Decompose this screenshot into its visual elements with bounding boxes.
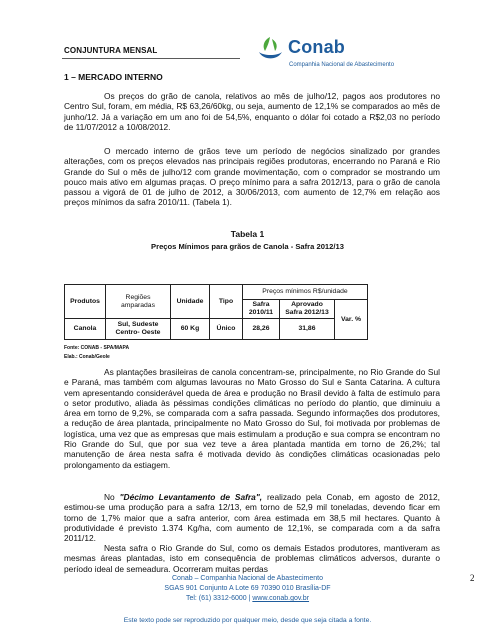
th-var: Var. %: [335, 300, 368, 340]
footer-disclaimer: Este texto pode ser reproduzido por qualquer meio, desde que seja citada a fonte.: [123, 617, 372, 624]
header-divider: [62, 58, 240, 59]
conab-logo-icon: [255, 34, 285, 64]
paragraph-1: Os preços do grão de canola, relativos ao mês de julho/12, pagos aos produtores no Centro Sul, foram, em média, R$ 63,26/60kg, ou seja, aumento de 12,1% se comparados ao mês de junho/12. Já a variação em um ano foi de 54,5%, enquanto o dólar foi cotado a R$2,03 no período de 11/07/2012 a 10/08/2012.: [64, 91, 440, 132]
table-source: Fonte: CONAB - SPA/MAPA: [64, 345, 130, 351]
th-aprovado: Aprovado Safra 2012/13: [280, 300, 335, 319]
td-tipo: Único: [210, 319, 243, 340]
paragraph-4-prefix: No: [104, 492, 120, 502]
section-title: 1 – MERCADO INTERNO: [64, 72, 163, 82]
paragraph-4-rest: realizado pela Conab, em agosto de 2012, estimou-se uma produção para a safra 12/13, em torno de 52,9 mil toneladas, devendo ficar em torno de 1,7% maior que a safra anterior, com área estimada em 38,5 mil hectares. Quanto à produtividade é previsto 1.374 Kg/ha, com aumento de 12,1%, se comparada com a da safra 2011/12.: [64, 492, 440, 544]
footer-company: Conab – Companhia Nacional de Abastecimento: [172, 575, 323, 582]
td-regioes: Sul, Sudeste Centro- Oeste: [106, 319, 171, 340]
table-subcaption: Preços Mínimos para grãos de Canola - Safra 2012/13: [151, 242, 344, 251]
footer-contact: [0, 595, 495, 602]
th-unidade: Unidade: [171, 285, 210, 319]
th-produtos: Produtos: [65, 285, 106, 319]
td-safra: 28,26: [243, 319, 280, 340]
footer-website-link[interactable]: www.conab.gov.br: [252, 595, 310, 602]
footer-phone: Tel: (61) 3312-6000 |: [185, 595, 253, 602]
td-aprovado: 31,86: [280, 319, 335, 340]
td-unidade: 60 Kg: [171, 319, 210, 340]
table-elab: Elab.: Conab/Geole: [64, 354, 110, 360]
header-section-label: CONJUNTURA MENSAL: [64, 46, 158, 55]
th-tipo: Tipo: [210, 285, 243, 319]
paragraph-3: As plantações brasileiras de canola concentram-se, principalmente, no Rio Grande do Sul e Paraná, mas também com algumas lavouras no Mato Grosso do Sul e Santa Catarina. A cultura vem apresentando considerável queda de área e produção no Brasil devido à falta de estímulo para o setor produtivo, aliada às péssimas condições climáticas no período do plantio, que diminuiu a área em torno de 9,2%, se comparada com a safra passada. Segundo informações dos produtores, a redução de área plantada, principalmente no Mato Grosso do Sul, foi motivada por problemas de logística, uma vez que as empresas que mais estimulam a produção e sua compra se encontram no Rio Grande do Sul, que por sua vez teve a área plantada mantida em torno de 26,2%; tal manutenção de área nesta safra é motivada devido às condições climáticas ocasionadas pelo prolongamento da estiagem.: [64, 367, 440, 470]
paragraph-4-emphasis: "Décimo Levantamento de Safra",: [119, 492, 263, 502]
footer-address: SGAS 901 Conjunto A Lote 69 70390 010 Brasília-DF: [164, 585, 331, 592]
conab-logo: [255, 32, 455, 76]
th-regioes: Regiões amparadas: [106, 285, 171, 319]
table-caption: Tabela 1: [230, 229, 265, 239]
paragraph-4: [64, 492, 440, 543]
logo-name: Conab: [288, 37, 345, 57]
td-produto: Canola: [65, 319, 106, 340]
logo-subtitle: Companhia Nacional de Abastecimento: [289, 62, 395, 68]
th-precos: Preços mínimos R$/unidade: [243, 285, 368, 300]
paragraph-5: Nesta safra o Rio Grande do Sul, como os demais Estados produtores, mantiveram as mesmas áreas plantadas, isto em consequência de problemas climáticos adversos, durante o período ideal de semeadura. Ocorreram muitas perdas: [64, 543, 440, 574]
prices-table: [64, 284, 368, 340]
th-safra: Safra 2010/11: [243, 300, 280, 319]
page-number: 2: [470, 573, 475, 583]
paragraph-2: O mercado interno de grãos teve um período de negócios sinalizado por grandes alterações, com os preços elevados nas principais regiões produtoras, encerrando no Paraná e Rio Grande do Sul o mês de julho/12 com grande movimentação, com o comprador se mostrando um pouco mais ativo em algumas praças. O preço mínimo para a safra 2012/13, para o grão de canola passou a vigorá de 01 de julho de 2012, a 30/06/2013, com aumento de 12,7% em relação aos preços mínimos da safra 2010/11. (Tabela 1).: [64, 146, 440, 208]
